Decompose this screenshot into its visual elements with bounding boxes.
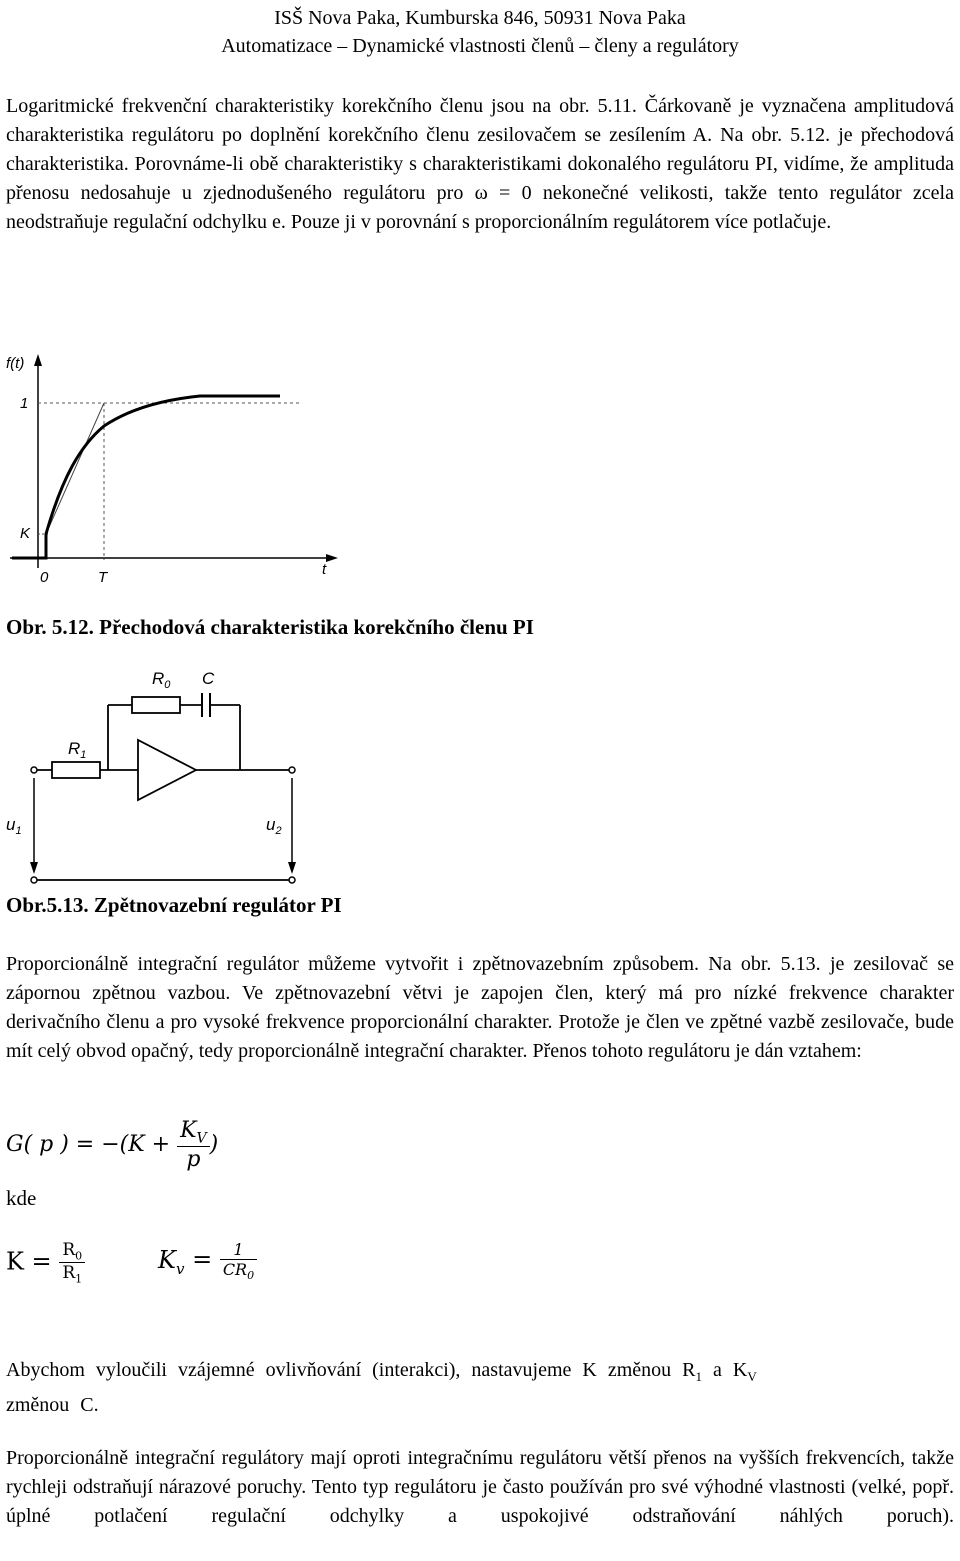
- label-c: C: [202, 669, 215, 688]
- k-numerator: [59, 1240, 85, 1263]
- kv-den-cr: CR: [222, 1260, 248, 1279]
- k-denominator: [59, 1263, 85, 1285]
- kv-denominator: [220, 1260, 257, 1282]
- para3-sub-r1: 1: [695, 1369, 702, 1384]
- para3-sub-kv: V: [747, 1369, 757, 1384]
- kv-formula: [158, 1240, 257, 1282]
- kde-label: kde: [6, 1186, 37, 1210]
- header-subject: Automatizace – Dynamické vlastnosti členů – členy a regulátory: [221, 35, 739, 57]
- kv-lhs-k: K: [158, 1245, 176, 1274]
- k-lhs: K =: [6, 1247, 52, 1276]
- x-axis-arrow: [326, 554, 338, 562]
- input-terminal: [31, 767, 37, 773]
- k-num-r: R: [62, 1240, 76, 1260]
- para3-text-b: a K: [701, 1359, 748, 1381]
- tick-label-zero: 0: [40, 569, 49, 586]
- y-axis-arrow: [34, 354, 42, 366]
- header-institution: ISŠ Nova Paka, Kumburska 846, 50931 Nova Paka: [274, 7, 686, 29]
- page-header: [0, 0, 960, 60]
- label-u1: $u_1$: [6, 815, 22, 837]
- y-axis-label: f(t): [6, 355, 25, 372]
- para3-text-a: Abychom vyloučili vzájemné ovlivňování (interakci), nastavujeme K změnou R: [6, 1359, 696, 1381]
- amplifier-triangle: [138, 740, 196, 800]
- kv-lhs: [158, 1245, 185, 1278]
- ground-terminal-right: [289, 877, 295, 883]
- k-num-sub: 0: [75, 1249, 83, 1263]
- label-u2: $u_2$: [266, 815, 282, 837]
- k-den-r: R: [62, 1263, 76, 1284]
- k-fraction: [59, 1240, 85, 1286]
- k-den-sub: 1: [75, 1272, 83, 1286]
- tick-label-one: 1: [20, 395, 29, 412]
- kv-lhs-sub: v: [175, 1259, 185, 1278]
- paragraph-interaction: [6, 1356, 954, 1420]
- tick-label-k: K: [20, 525, 31, 542]
- tangent-line: [46, 403, 104, 534]
- k-formula: [6, 1240, 85, 1286]
- u2-arrow-head: [288, 862, 296, 874]
- paragraph-feedback: Proporcionálně integrační regulátor můžeme vytvořit i zpětnovazebním způsobem. Na obr. 5.13. je zesilovač se zápornou zpětnou vazbou. Ve zpětnovazební větvi je zapojen člen, který má pro nízké frekvence charakter derivačního členu a pro vysoké frekvence proporcionální charakter. Protože je člen ve zpětné vazbě zesilovače, bude mít celý obvod opačný, tedy proporcionálně integrační charakter. Přenos tohoto regulátoru je dán vztahem:: [6, 953, 954, 1062]
- figure-caption-5-12: Obr. 5.12. Přechodová charakteristika korekčního členu PI: [6, 615, 534, 639]
- kv-fraction: [220, 1240, 257, 1282]
- paragraph-intro: Logaritmické frekvenční charakteristiky korekčního členu jsou na obr. 5.11. Čárkovaně je vyznačena amplitudová charakteristika regulátoru po doplnění korekčního členu zesilovačem se zesílením A. Na obr. 5.12. je přechodová charakteristika. Porovnáme-li obě charakteristiky s charakteristikami dokonalého regulátoru PI, vidíme, že amplituda přenosu nedosahuje u zjednodušeného regulátoru pro ω = 0 nekonečné velikosti, takže tento regulátor zcela neodstraňuje regulační odchylku e. Pouze ji v porovnání s proporcionálním regulátorem více potlačuje.: [6, 95, 954, 233]
- formula-numerator: [177, 1118, 210, 1146]
- output-terminal: [289, 767, 295, 773]
- para3-text-c: změnou C.: [6, 1394, 99, 1416]
- figure-caption-5-13: Obr.5.13. Zpětnovazební regulátor PI: [6, 893, 342, 917]
- u1-arrow-head: [30, 862, 38, 874]
- formula-lhs: G( p ) = −(K +: [6, 1132, 171, 1158]
- paragraph-conclusion: Proporcionálně integrační regulátory mají oproti integračnímu regulátoru větší přenos na vyšších frekvencích, takže rychleji odstraňují nárazové poruchy. Tento typ regulátoru je často používán pro své výhodné vlastnosti (velké, popř. úplné potlačení regulační odchylky a uspokojivé odstraňování náhlých poruch).: [6, 1447, 954, 1527]
- transfer-function-formula: [6, 1118, 218, 1172]
- label-r0: $R_0$: [152, 669, 171, 691]
- ground-terminal-left: [31, 877, 37, 883]
- formula-denominator: p: [177, 1146, 210, 1172]
- x-axis-label: t: [322, 561, 327, 578]
- response-curve: [12, 396, 280, 558]
- label-r1: $R_1$: [68, 739, 87, 761]
- formula-fraction: [177, 1118, 210, 1172]
- formula-num-k: K: [180, 1118, 197, 1143]
- kv-den-sub: 0: [247, 1269, 255, 1283]
- formula-num-sub: V: [196, 1130, 207, 1147]
- formula-close: ): [209, 1132, 219, 1158]
- pi-controller-circuit: [0, 660, 320, 890]
- tick-label-t: T: [98, 569, 108, 586]
- step-response-figure: [0, 348, 360, 588]
- resistor-r0: [132, 697, 180, 713]
- resistor-r1: [52, 762, 100, 778]
- kv-numerator: 1: [220, 1240, 257, 1260]
- kv-equals: =: [192, 1245, 213, 1274]
